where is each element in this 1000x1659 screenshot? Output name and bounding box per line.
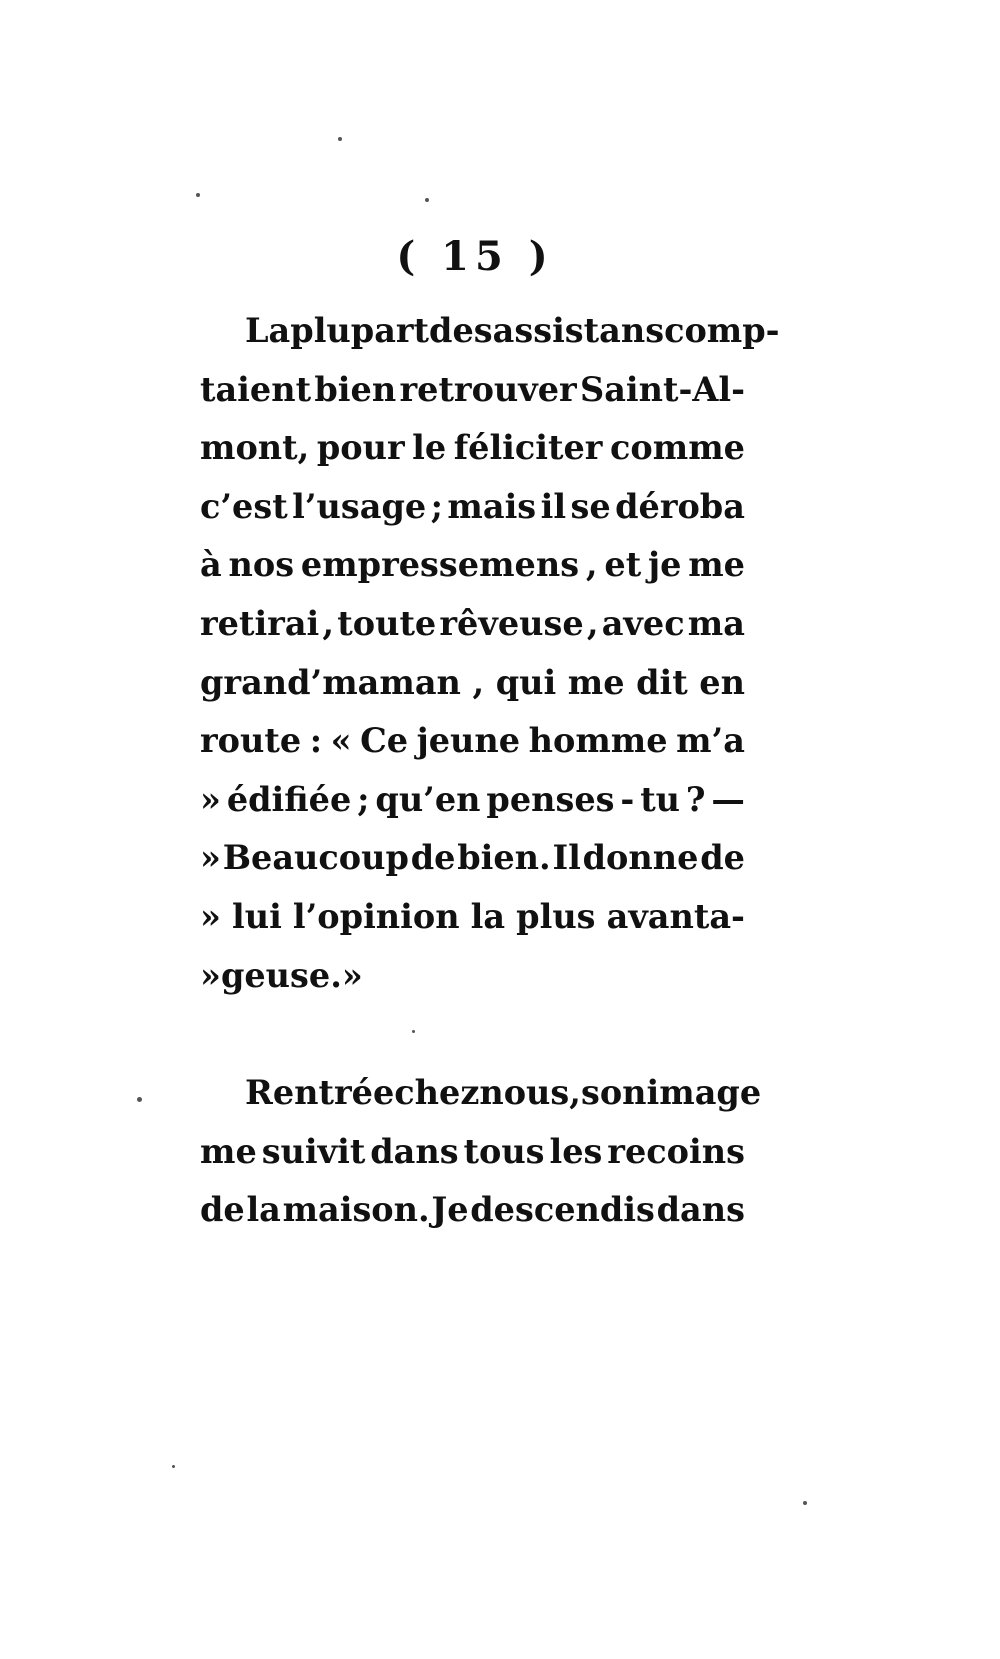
word: » (200, 838, 221, 878)
scan-speck (172, 1465, 175, 1468)
word: Saint-Al- (580, 369, 745, 409)
word: féliciter (453, 428, 603, 468)
word: rêveuse (439, 603, 584, 643)
word: retirai (200, 603, 320, 643)
word: La (245, 311, 291, 350)
scan-speck (803, 1501, 807, 1505)
word: Rentrée (245, 1073, 395, 1112)
word: se (570, 486, 611, 526)
word: descendis (470, 1190, 655, 1230)
word: jeune (416, 721, 521, 761)
word: homme (528, 721, 668, 761)
word: Beaucoup (222, 838, 409, 878)
text-line (200, 1181, 745, 1240)
word: recoins (607, 1131, 745, 1171)
word: ; (357, 779, 370, 819)
text-line (200, 478, 745, 537)
word: déroba (615, 486, 745, 526)
word: en (699, 662, 745, 702)
word: — (711, 779, 745, 819)
word: et (604, 545, 642, 585)
word: dit (636, 662, 688, 702)
scan-speck (338, 137, 342, 141)
text-line (200, 302, 780, 361)
word: avanta- (606, 896, 745, 936)
word: ? (685, 779, 706, 819)
word: - (620, 779, 635, 819)
text-line (200, 771, 745, 830)
word: je (647, 545, 682, 585)
word: taient (200, 369, 312, 409)
word: route (200, 721, 302, 761)
word: me (567, 662, 625, 702)
text-line (200, 712, 745, 771)
word: mont, (200, 428, 310, 468)
word: qui (495, 662, 557, 702)
paragraph-1 (200, 302, 780, 1005)
text-line (200, 419, 745, 478)
word: image (646, 1073, 762, 1112)
word: édifiée (226, 779, 352, 819)
word: suivit (261, 1131, 366, 1171)
word: nous, (479, 1073, 581, 1112)
word: bien (314, 369, 397, 409)
word: » (200, 896, 221, 936)
word: les (549, 1131, 603, 1171)
word: » (200, 779, 221, 819)
word: empressemens (300, 545, 580, 585)
word: c’est (200, 486, 288, 526)
word: penses (486, 779, 615, 819)
word: Il (552, 838, 581, 878)
word: tu (640, 779, 681, 819)
word: l’usage (292, 486, 427, 526)
word: maison. (282, 1190, 430, 1230)
scan-speck (137, 1097, 142, 1102)
scan-speck (196, 193, 200, 197)
word: de (200, 1190, 245, 1230)
text-line (200, 1123, 745, 1182)
word: tous (463, 1131, 545, 1171)
word: geuse. (220, 955, 342, 995)
scan-speck (412, 1030, 415, 1033)
word: le (412, 428, 447, 468)
page-number: ( 15 ) (396, 233, 554, 280)
text-line (200, 888, 745, 947)
word: me (200, 1131, 257, 1171)
text-line (200, 947, 745, 1006)
word: chez (394, 1073, 480, 1112)
scan-speck (425, 198, 429, 202)
word: plupart (290, 311, 430, 350)
text-line (200, 595, 745, 654)
word: dans (656, 1190, 745, 1230)
word: comme (610, 428, 745, 468)
word: m’a (676, 721, 745, 761)
word: me (688, 545, 745, 585)
text-line (200, 361, 745, 420)
word: » (341, 955, 363, 995)
word: qu’en (375, 779, 481, 819)
word: , (322, 603, 335, 643)
word: la (470, 896, 506, 936)
word: , (585, 545, 598, 585)
text-line (200, 654, 745, 713)
word: retrouver (399, 369, 577, 409)
text-line (200, 536, 745, 595)
word: des (429, 311, 493, 350)
word: la (246, 1190, 281, 1230)
word: « (330, 721, 352, 761)
word: mais (447, 486, 537, 526)
word: , (472, 662, 485, 702)
word: donne (582, 838, 699, 878)
word: ; (430, 486, 443, 526)
word: toute (337, 603, 437, 643)
word: assistans (492, 311, 665, 350)
word: avec (601, 603, 685, 643)
word: grand’maman (200, 662, 461, 702)
word: plus (516, 896, 596, 936)
paragraph-2 (200, 1064, 762, 1240)
word: son (580, 1073, 647, 1112)
word: nos (228, 545, 295, 585)
word: comp- (664, 311, 780, 350)
word: bien. (457, 838, 551, 878)
word: » (200, 955, 221, 995)
word: Ce (360, 721, 409, 761)
word: ma (687, 603, 745, 643)
word: l’opinion (292, 896, 460, 936)
word: Je (431, 1190, 469, 1230)
word: à (200, 545, 222, 585)
word: dans (370, 1131, 459, 1171)
word: de (410, 838, 456, 878)
word: , (586, 603, 599, 643)
word: de (700, 838, 745, 878)
word: il (540, 486, 567, 526)
word: : (309, 721, 323, 761)
text-line (200, 829, 745, 888)
word: lui (232, 896, 282, 936)
text-line (200, 1064, 762, 1123)
word: pour (316, 428, 405, 468)
